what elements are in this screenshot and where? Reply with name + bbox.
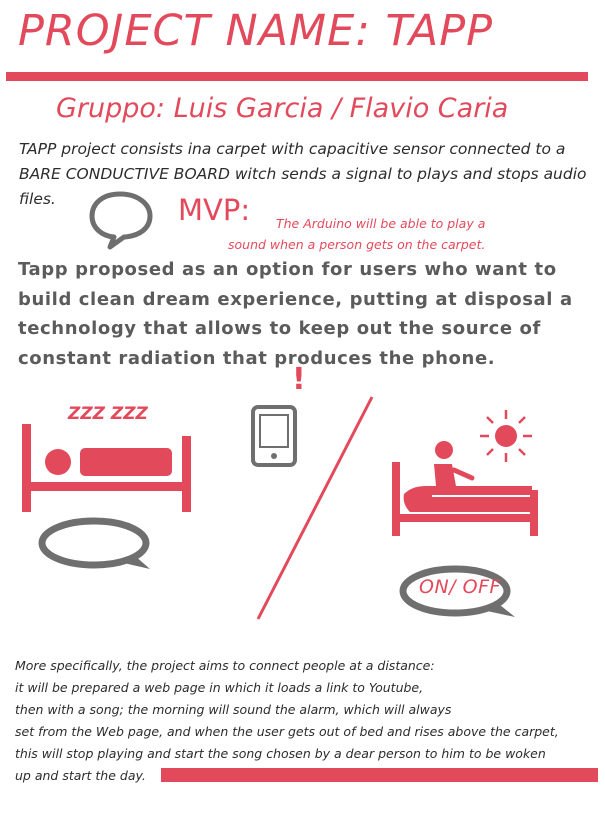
bottom-line: up and start the day. (15, 768, 146, 783)
bottom-line: then with a song; the morning will sound the alarm, which will always (15, 702, 452, 717)
intro-line: TAPP project consists ina carpet with capacitive sensor connected to a (19, 140, 566, 158)
proposal-line: build clean dream experience, putting at disposal a (18, 288, 573, 310)
exclamation-mark: ! (292, 362, 306, 397)
zzz-label: ZZZ ZZZ (68, 404, 148, 424)
bottom-line: this will stop playing and start the song chosen by a dear person to him to be woken (15, 746, 546, 761)
speech-bubble-icon (38, 515, 158, 579)
bottom-line: More specifically, the project aims to connect people at a distance: (15, 658, 435, 673)
intro-line: files. (19, 190, 56, 208)
proposal-line: constant radiation that produces the phone. (18, 347, 496, 369)
mvp-line: The Arduino will be able to play a (276, 216, 486, 231)
proposal-line: technology that allows to keep out the source of (18, 318, 541, 339)
mvp-line: sound when a person gets on the carpet. (228, 237, 486, 252)
sitting-bed-icon (392, 440, 542, 540)
diagonal-divider (255, 395, 375, 625)
group-members: Gruppo: Luis Garcia / Flavio Caria (56, 93, 509, 124)
on-off-label: ON/ OFF (419, 576, 501, 598)
mvp-label: MVP: (178, 193, 251, 227)
page-title: PROJECT NAME: TAPP (18, 6, 494, 56)
bottom-line: it will be prepared a web page in which it loads a link to Youtube, (15, 680, 424, 695)
speech-bubble-icon (88, 190, 158, 250)
proposal-line: Tapp proposed as an option for users who want to (18, 259, 557, 280)
title-underline (6, 72, 588, 81)
sleeping-bed-icon (22, 422, 192, 522)
bottom-accent-bar (161, 768, 598, 782)
bottom-line: set from the Web page, and when the user gets out of bed and rises above the carpet, (15, 724, 559, 739)
proposal-paragraph (18, 255, 578, 373)
intro-line: BARE CONDUCTIVE BOARD witch sends a signal to plays and stops audio (19, 165, 587, 183)
